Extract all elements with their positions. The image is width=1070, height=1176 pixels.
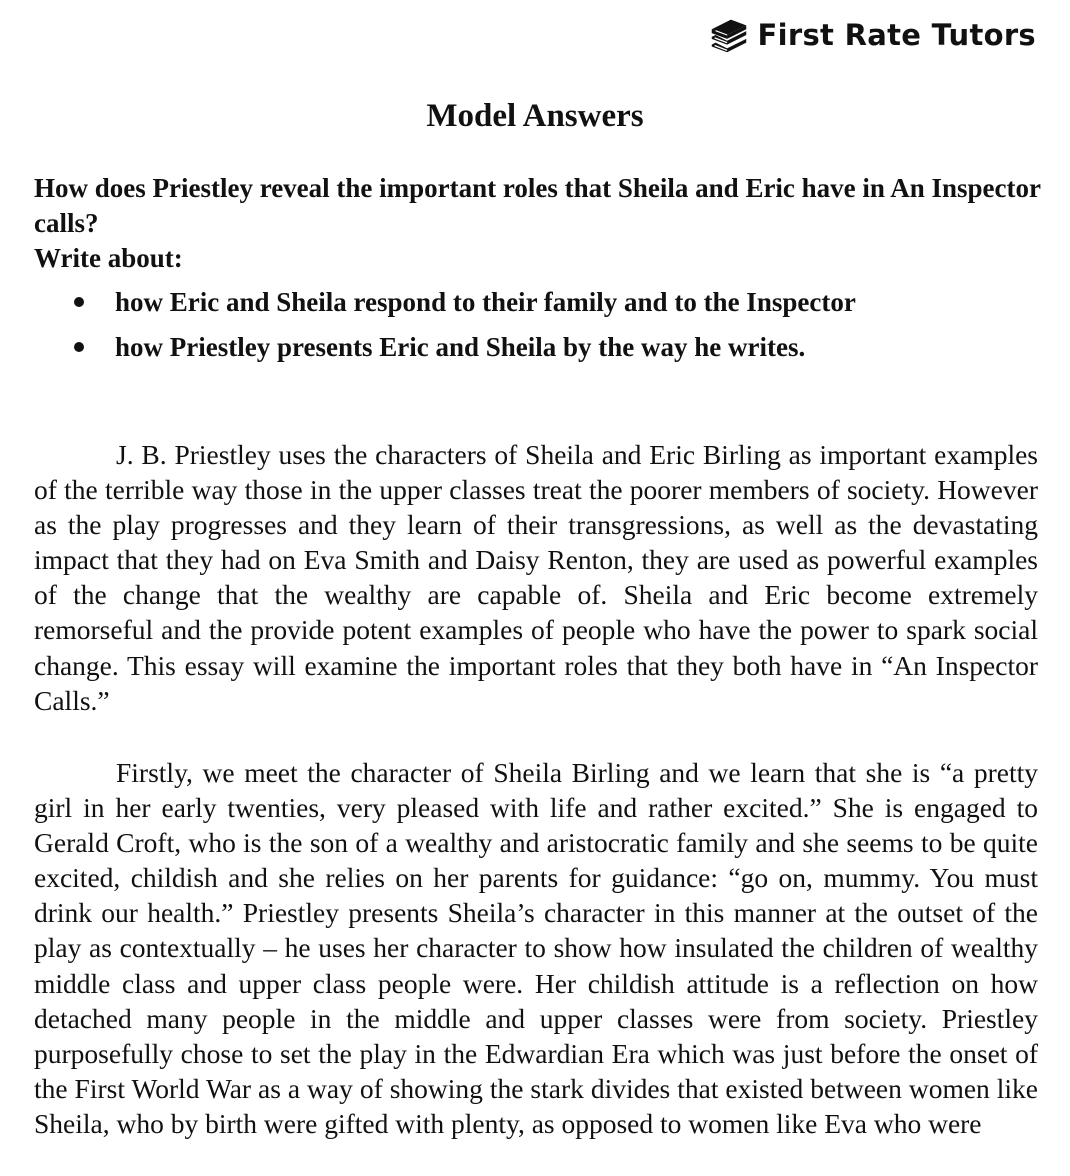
bullet-list (34, 280, 1044, 370)
page-title: Model Answers (426, 98, 644, 134)
essay-paragraph-body: Firstly, we meet the character of Sheila Birling and we learn that she is “a pretty girl in her early twenties, very pleased with life and rather excited.” She is engaged to Gerald Croft, who is the son of a wealthy and aristocratic family and she seems to be quite excited, childish and she relies on her parents for guidance: “go on, mummy. You must drink our health.” Priestley presents Sheila’s character in this manner at the outset of the play as contextually – he uses her character to show how insulated the children of wealthy middle class and upper class people were. Her childish attitude is a reflection on how detached many people in the middle and upper classes were from society. Priestley purposefully chose to set the play in the Edwardian Era which was just before the onset of the First World War as a way of showing the stark divides that existed between women like Sheila, who by birth were gifted with plenty, as opposed to women like Eva who were (34, 757, 1038, 1139)
bullet-text: how Priestley presents Eric and Sheila by the way he writes. (115, 332, 806, 362)
essay-paragraph-intro: J. B. Priestley uses the characters of Sheila and Eric Birling as important examples of the terrible way those in the upper classes treat the poorer members of society. However as the play progresses and they learn of their transgressions, as well as the devastating impact that they had on Eva Smith and Daisy Renton, they are used as powerful examples of the change that the wealthy are capable of. Sheila and Eric become extremely remorseful and the provide potent examples of people who have the power to spark social change. This essay will examine the important roles that they both have in “An Inspector Calls.” (34, 439, 1038, 716)
bullet-dot-icon (74, 342, 84, 352)
brand-name: First Rate Tutors (757, 18, 1036, 52)
bullet-item (34, 325, 1044, 370)
brand-header (706, 12, 1037, 58)
bullet-dot-icon (74, 297, 84, 307)
bullet-text: how Eric and Sheila respond to their family and to the Inspector (115, 287, 856, 317)
write-about-label: Write about: (34, 243, 183, 273)
books-stack-icon (706, 12, 752, 58)
bullet-item (34, 280, 1044, 325)
question-text: How does Priestley reveal the important roles that Sheila and Eric have in An Inspector calls? (34, 173, 1041, 238)
